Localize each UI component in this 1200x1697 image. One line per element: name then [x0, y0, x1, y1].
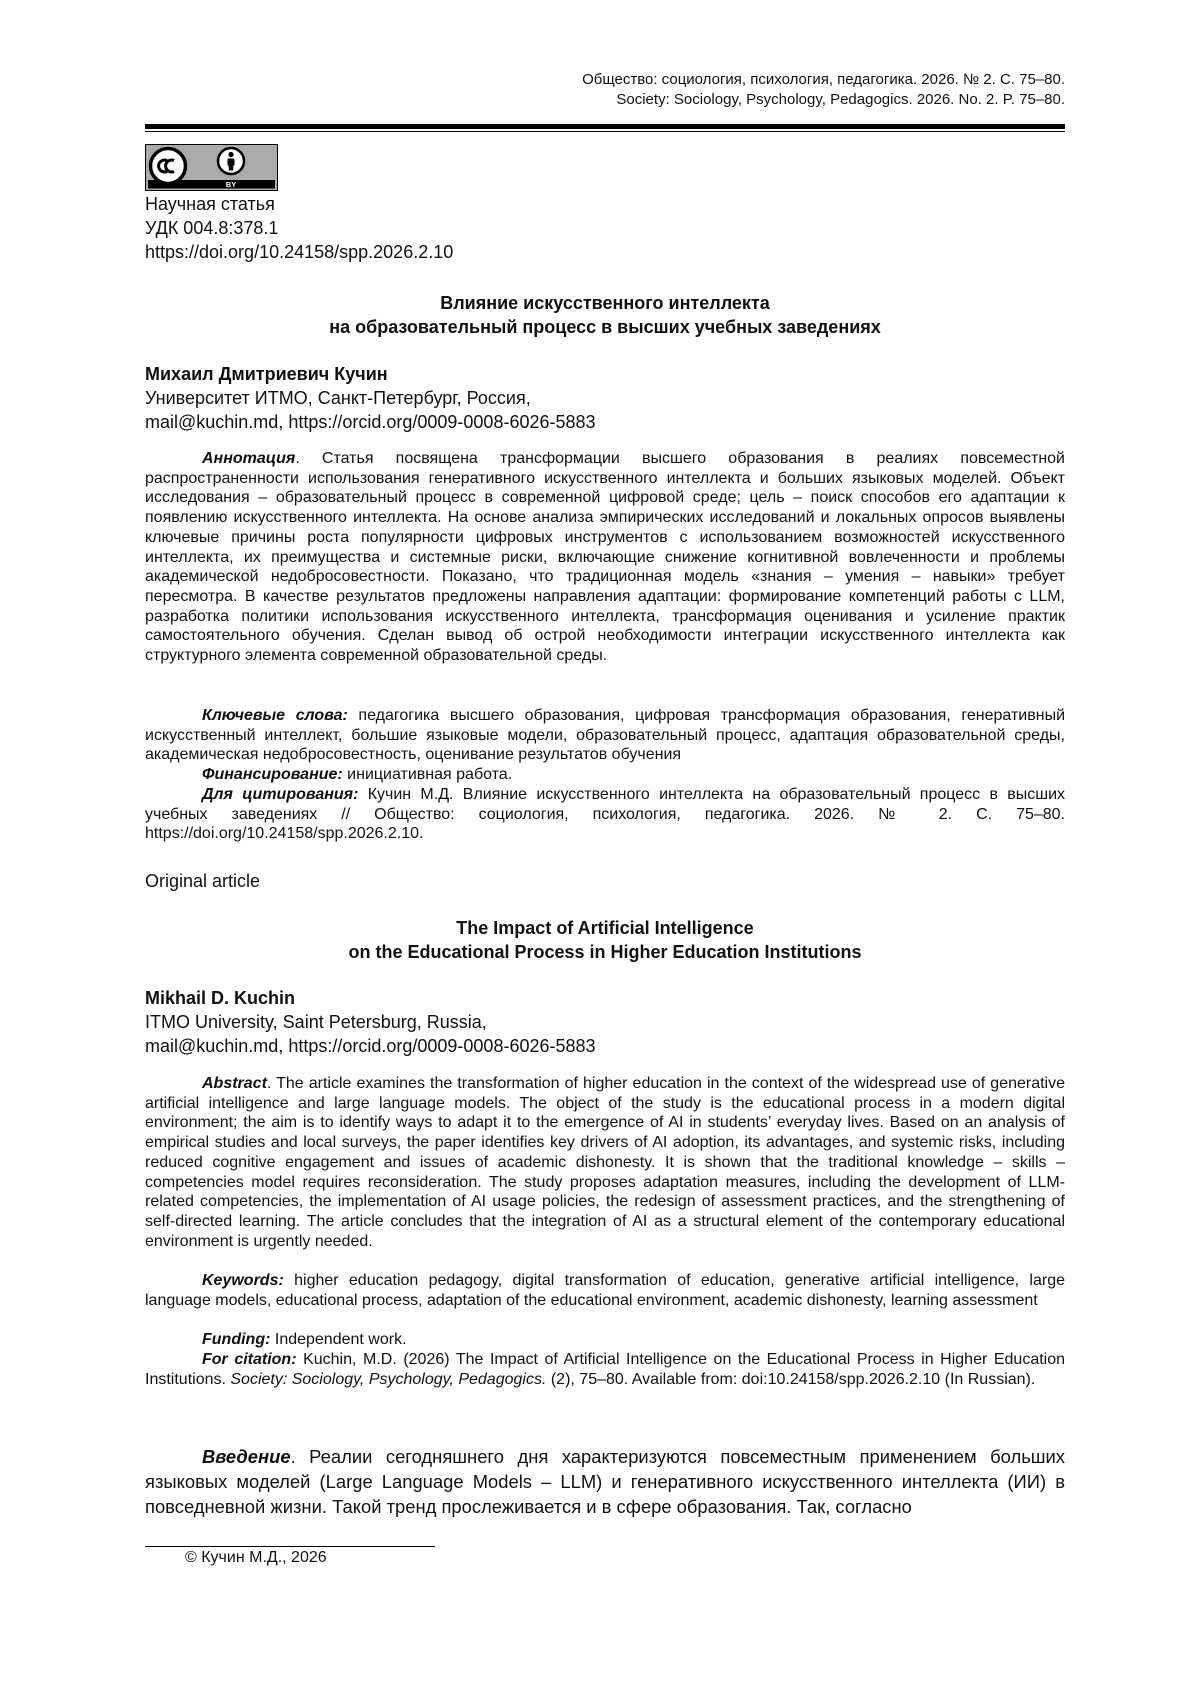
en-title-line2: on the Educational Process in Higher Education Institutions — [348, 942, 862, 962]
article-page — [145, 0, 1065, 1697]
en-funding-label: Funding: — [202, 1331, 271, 1348]
en-abstract-label: Abstract — [202, 1075, 267, 1092]
en-affiliation: ITMO University, Saint Petersburg, Russia, — [145, 1012, 487, 1032]
journal-header — [582, 70, 1065, 110]
en-citation-text-1: Kuchin, M.D. (2026) The Impact of Artificial Intelligence on the Educational Process in Higher Education Institutions. — [145, 1351, 1066, 1388]
cc-by-label: BY — [225, 180, 237, 190]
ru-funding-label: Финансирование: — [202, 766, 343, 783]
en-keywords-label: Keywords: — [202, 1272, 284, 1289]
journal-header-en: Society: Sociology, Psychology, Pedagogics. 2026. No. 2. P. 75–80. — [616, 91, 1065, 108]
ru-keywords-label: Ключевые слова: — [202, 707, 348, 724]
journal-header-ru: Общество: социология, психология, педагогика. 2026. № 2. С. 75–80. — [582, 71, 1065, 88]
en-funding-text: Independent work. — [270, 1331, 407, 1348]
ru-doi-link[interactable]: https://doi.org/10.24158/spp.2026.2.10 — [145, 242, 454, 262]
en-title — [145, 916, 1065, 964]
en-author-name: Mikhail D. Kuchin — [145, 988, 296, 1008]
cc-icon — [151, 149, 186, 184]
en-abstract-text: . The article examines the transformation of higher education in the context of the widespread use of generative artificial intelligence and large language models. The object of the study is the educational process in a modern digital environment; the aim is to identify ways to adapt it to the emergence of AI in students’ everyday lives. Based on an analysis of empirical studies and local surveys, the paper identifies key drivers of AI adoption, its advantages, and systemic risks, including reduced cognitive engagement and issues of academic dishonesty. It is shown that the traditional knowledge – skills – competencies model requires reconsideration. The study proposes adaptation measures, including the development of LLM-related competencies, the implementation of AI usage policies, the redesign of assessment practices, and the strengthening of self-directed learning. The article concludes that the integration of AI as a structural element of the contemporary educational environment is urgently needed. — [145, 1075, 1065, 1250]
en-funding — [145, 1330, 1065, 1350]
en-citation-text-2: (2), 75–80. Available from: doi:10.24158/spp.2026.2.10 (In Russian). — [546, 1370, 1036, 1388]
ru-citation — [145, 785, 1065, 844]
ru-title — [145, 291, 1065, 339]
introduction-text: . Реалии сегодняшнего дня характеризуются повсеместным применением больших языковых моделей (Large Language Models – LLM) и генеративного искусственного интеллекта (ИИ) в повседневной жизни. Такой тренд прослеживается и в сфере образования. Так, согласно — [145, 1446, 1065, 1517]
ru-keywords — [145, 706, 1065, 765]
ru-title-line2: на образовательный процесс в высших учебных заведениях — [329, 317, 881, 337]
ru-abstract — [145, 449, 1065, 666]
ru-abstract-label: Аннотация — [202, 450, 296, 467]
en-citation-journal: Society: Sociology, Psychology, Pedagogics. — [230, 1370, 547, 1388]
en-title-line1: The Impact of Artificial Intelligence — [456, 918, 754, 938]
introduction-label: Введение — [202, 1446, 291, 1467]
ru-affiliation: Университет ИТМО, Санкт-Петербург, Россия, — [145, 388, 531, 408]
ru-citation-text: Кучин М.Д. Влияние искусственного интеллекта на образовательный процесс в высших учебных заведениях // Общество: социология, психология, педагогика. 2026. № 2. С. 75–80. https://doi.org/10.24158/spp.2026.2.10. — [145, 786, 1066, 843]
introduction-paragraph — [145, 1444, 1065, 1519]
en-contacts[interactable]: mail@kuchin.md, https://orcid.org/0009-0008-6026-5883 — [145, 1036, 596, 1056]
header-rule-thick — [145, 124, 1065, 129]
en-article-type: Original article — [145, 871, 261, 891]
ru-funding — [145, 765, 1065, 785]
copyright-footnote: © Кучин М.Д., 2026 — [185, 1549, 327, 1566]
udk-code: УДК 004.8:378.1 — [145, 218, 279, 238]
ru-author-name: Михаил Дмитриевич Кучин — [145, 364, 388, 384]
header-rule-thin — [145, 131, 1065, 132]
ru-meta-block — [145, 192, 453, 264]
attribution-icon — [218, 148, 244, 174]
ru-keywords-text: педагогика высшего образования, цифровая трансформация образования, генеративный искусственный интеллект, большие языковые модели, образовательный процесс, адаптация образовательной среды, академическая недобросовестность, оценивание результатов обучения — [145, 707, 1065, 764]
en-keywords-text: higher education pedagogy, digital transformation of education, generative artificial intelligence, large language models, educational process, adaptation of the educational environment, academic dishonesty, learning assessment — [145, 1272, 1065, 1309]
en-author-block — [145, 986, 596, 1058]
ru-title-line1: Влияние искусственного интеллекта — [440, 293, 770, 313]
cc-by-license-badge[interactable] — [145, 144, 278, 191]
ru-funding-text: инициативная работа. — [342, 766, 513, 783]
en-citation-label: For citation: — [202, 1351, 297, 1368]
en-keywords — [145, 1271, 1065, 1310]
ru-author-block — [145, 362, 596, 434]
en-abstract — [145, 1074, 1065, 1251]
ru-abstract-text: . Статья посвящена трансформации высшего образования в реалиях повсеместной распространенности использования генеративного искусственного интеллекта и больших языковых моделей. Объект исследования – образовательный процесс в современной цифровой среде; цель – поиск способов его адаптации к появлению искусственного интеллекта. На основе анализа эмпирических исследований и локальных опросов выявлены ключевые причины роста популярности цифровых инструментов с использованием возможностей искусственного интеллекта, их преимущества и системные риски, включающие снижение когнитивной вовлеченности и проблемы академической недобросовестности. Показано, что традиционная модель «знания – умения – навыки» требует пересмотра. В качестве результатов предложены направления адаптации: формирование компетенций работы с LLM, разработка политики использования искусственного интеллекта, трансформация оценивания и усиление практик самостоятельного обучения. Сделан вывод об острой необходимости интеграции искусственного интеллекта как структурного элемента современной образовательной среды. — [145, 450, 1065, 665]
ru-article-type: Научная статья — [145, 194, 275, 214]
ru-citation-label: Для цитирования: — [202, 786, 359, 803]
en-citation — [145, 1350, 1065, 1389]
ru-contacts[interactable]: mail@kuchin.md, https://orcid.org/0009-0008-6026-5883 — [145, 412, 596, 432]
